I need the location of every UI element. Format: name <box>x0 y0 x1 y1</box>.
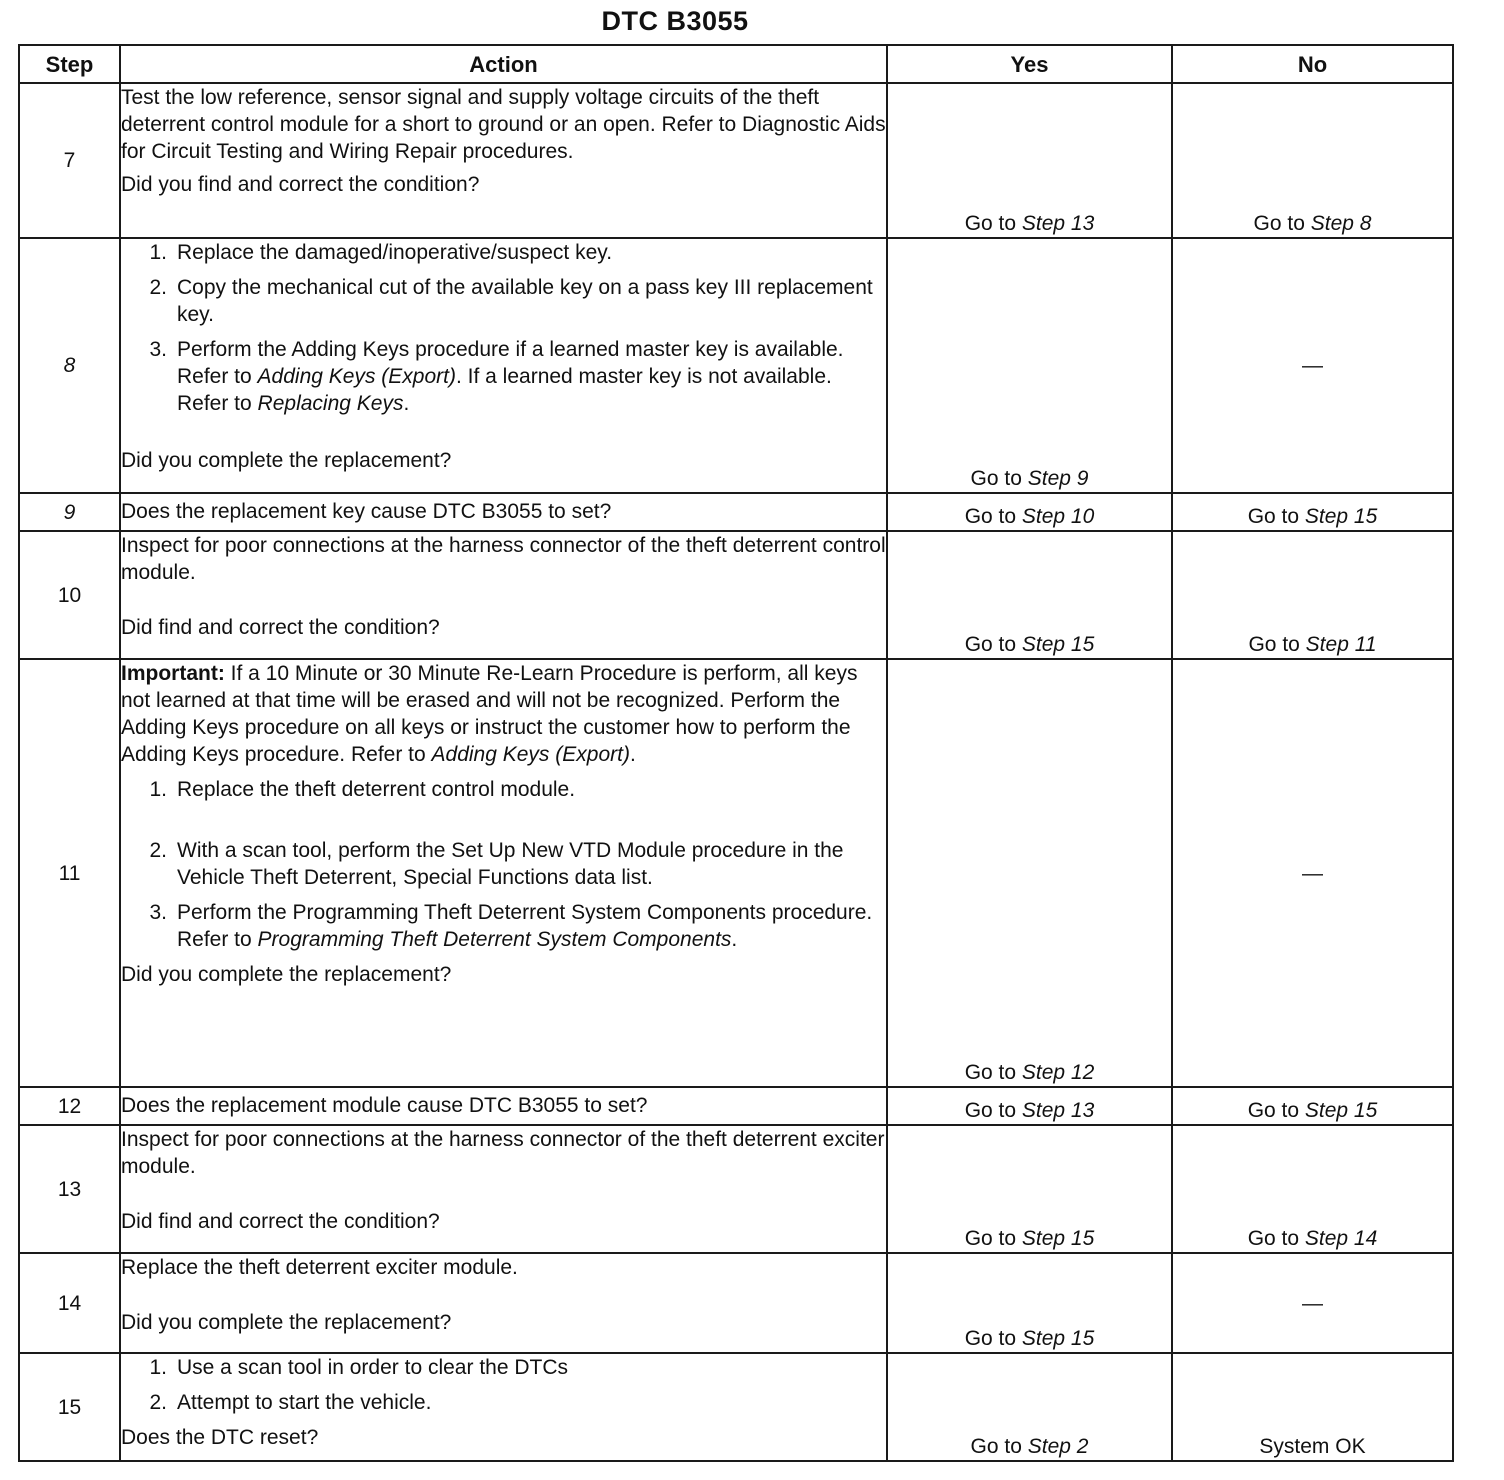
step-number: 10 <box>19 531 120 659</box>
no-step-link: Step 15 <box>1304 1099 1378 1122</box>
list-item <box>149 336 886 417</box>
no-cell <box>1172 659 1453 1087</box>
list-text: Perform the Adding Keys procedure if a learned master key is available. Refer to <box>177 338 844 388</box>
step-number <box>19 493 120 531</box>
procedure-list <box>121 239 886 417</box>
step-number: 12 <box>19 1087 120 1125</box>
action-question: Did you find and correct the condition? <box>121 173 480 196</box>
step-number-text: 9 <box>63 500 76 524</box>
header-row <box>19 45 1453 83</box>
no-dash: — <box>1302 861 1323 885</box>
action-cell <box>120 1253 887 1353</box>
goto-prefix: Go to <box>1247 1227 1305 1250</box>
table-row-step-13 <box>19 1125 1453 1253</box>
action-text: Inspect for poor connections at the harness connector of the theft deterrent exciter module. <box>121 1128 885 1178</box>
yes-step-link: Step 10 <box>1021 505 1095 528</box>
list-text: With a scan tool, perform the Set Up New VTD Module procedure in the Vehicle Theft Deterrent, Special Functions data list. <box>177 839 844 889</box>
action-cell <box>120 659 887 1087</box>
list-number: 2. <box>149 276 167 299</box>
no-result: System OK <box>1259 1435 1366 1458</box>
goto-prefix: Go to <box>1253 212 1311 235</box>
action-question: Does the replacement module cause DTC B3055 to set? <box>121 1094 648 1117</box>
step-number-text: 8 <box>63 354 76 377</box>
table-row-step-12 <box>19 1087 1453 1125</box>
list-number: 1. <box>149 1356 167 1379</box>
action-question: Does the replacement key cause DTC B3055 to set? <box>121 500 612 523</box>
list-number: 3. <box>149 338 167 361</box>
reference-link[interactable]: Replacing Keys <box>257 392 404 415</box>
page-title: DTC B3055 <box>601 6 749 36</box>
action-cell <box>120 1353 887 1461</box>
list-item <box>149 1389 886 1416</box>
goto-prefix: Go to <box>964 212 1022 235</box>
yes-cell <box>887 531 1172 659</box>
action-question: Did you complete the replacement? <box>121 1311 452 1334</box>
header-no: No <box>1172 45 1453 83</box>
list-text: . <box>731 928 738 951</box>
step-number: 14 <box>19 1253 120 1353</box>
goto-prefix: Go to <box>970 467 1028 490</box>
goto-prefix: Go to <box>1248 633 1306 656</box>
goto-prefix: Go to <box>964 633 1022 656</box>
important-text: . <box>629 743 636 766</box>
list-item <box>149 1354 886 1381</box>
list-item <box>149 274 886 328</box>
yes-step-link: Step 13 <box>1021 1099 1095 1122</box>
goto-prefix: Go to <box>964 505 1022 528</box>
table-row-step-11 <box>19 659 1453 1087</box>
list-item <box>149 776 886 803</box>
no-dash: — <box>1302 1291 1323 1315</box>
step-number: 7 <box>19 83 120 238</box>
action-cell <box>120 83 887 238</box>
important-text: If a 10 Minute or 30 Minute Re-Learn Procedure is perform, all keys not learned at that time will be erased and will not be recognized. Perform the Adding Keys procedure on all keys or instruct the customer how to perform the Adding Keys procedure. Refer to <box>121 662 858 766</box>
important-label: Important: <box>121 662 225 685</box>
list-number: 2. <box>149 839 167 862</box>
table-row-step-15 <box>19 1353 1453 1461</box>
no-dash: — <box>1302 354 1323 377</box>
no-cell <box>1172 1087 1453 1125</box>
action-question: Did you complete the replacement? <box>121 963 452 986</box>
yes-step-link: Step 13 <box>1021 212 1095 235</box>
list-item <box>149 239 886 266</box>
yes-step-link: Step 15 <box>1021 633 1095 656</box>
no-cell <box>1172 1253 1453 1353</box>
yes-step-link: Step 15 <box>1021 1227 1095 1250</box>
procedure-list <box>121 1354 886 1416</box>
yes-step-link: Step 9 <box>1027 467 1089 490</box>
reference-link[interactable]: Adding Keys (Export) <box>431 743 630 766</box>
no-step-link: Step 8 <box>1310 212 1372 235</box>
yes-step-link: Step 12 <box>1021 1061 1095 1084</box>
step-number: 15 <box>19 1353 120 1461</box>
list-text: Perform the Programming Theft Deterrent System Components procedure. Refer to <box>177 901 873 951</box>
header-action: Action <box>120 45 887 83</box>
table-row-step-8 <box>19 238 1453 493</box>
goto-prefix: Go to <box>964 1061 1022 1084</box>
yes-cell <box>887 1353 1172 1461</box>
list-number: 2. <box>149 1391 167 1414</box>
action-question: Does the DTC reset? <box>121 1426 319 1449</box>
yes-step-link: Step 2 <box>1027 1435 1089 1458</box>
action-text: Test the low reference, sensor signal and supply voltage circuits of the theft deterrent control module for a short to ground or an open. Refer to Diagnostic Aids for Circuit Testing and Wiring Repair procedures. <box>121 86 886 163</box>
goto-prefix: Go to <box>1247 1099 1305 1122</box>
action-question: Did find and correct the condition? <box>121 1210 440 1233</box>
no-cell <box>1172 493 1453 531</box>
goto-prefix: Go to <box>1247 505 1305 528</box>
header-step: Step <box>19 45 120 83</box>
header-yes: Yes <box>887 45 1172 83</box>
action-cell <box>120 531 887 659</box>
list-text: Replace the theft deterrent control module. <box>177 778 576 801</box>
table-row-step-7 <box>19 83 1453 238</box>
yes-cell <box>887 1253 1172 1353</box>
list-item <box>149 899 886 953</box>
no-step-link: Step 15 <box>1304 505 1378 528</box>
no-cell <box>1172 1353 1453 1461</box>
no-step-link: Step 11 <box>1305 633 1377 656</box>
list-number: 3. <box>149 901 167 924</box>
goto-prefix: Go to <box>964 1327 1022 1350</box>
yes-cell <box>887 659 1172 1087</box>
action-question: Did find and correct the condition? <box>121 616 440 639</box>
yes-cell <box>887 1087 1172 1125</box>
action-cell <box>120 238 887 493</box>
action-cell <box>120 493 887 531</box>
list-item <box>149 837 886 891</box>
goto-prefix: Go to <box>964 1099 1022 1122</box>
no-cell <box>1172 83 1453 238</box>
action-cell <box>120 1087 887 1125</box>
action-question: Did you complete the replacement? <box>121 449 452 472</box>
list-text: Attempt to start the vehicle. <box>177 1391 432 1414</box>
list-number: 1. <box>149 241 167 264</box>
step-number: 11 <box>19 659 120 1087</box>
list-number: 1. <box>149 778 167 801</box>
table-row-step-9 <box>19 493 1453 531</box>
goto-prefix: Go to <box>970 1435 1028 1458</box>
reference-link[interactable]: Adding Keys (Export) <box>257 365 456 388</box>
no-step-link: Step 14 <box>1304 1227 1378 1250</box>
procedure-list <box>121 776 886 953</box>
action-text: Inspect for poor connections at the harness connector of the theft deterrent control module. <box>121 534 886 584</box>
list-text: Replace the damaged/inoperative/suspect key. <box>177 241 613 264</box>
no-cell <box>1172 238 1453 493</box>
action-text: Replace the theft deterrent exciter module. <box>121 1256 518 1279</box>
no-cell <box>1172 531 1453 659</box>
yes-cell <box>887 493 1172 531</box>
table-row-step-14 <box>19 1253 1453 1353</box>
action-cell <box>120 1125 887 1253</box>
list-text: . If a learned master key is not available. Refer to <box>177 365 832 415</box>
yes-step-link: Step 15 <box>1021 1327 1095 1350</box>
reference-link[interactable]: Programming Theft Deterrent System Components <box>257 928 732 951</box>
step-number <box>19 238 120 493</box>
diagnostic-table <box>18 44 1454 1462</box>
no-cell <box>1172 1125 1453 1253</box>
list-text: Copy the mechanical cut of the available key on a pass key III replacement key. <box>177 276 873 326</box>
yes-cell <box>887 83 1172 238</box>
list-text: Use a scan tool in order to clear the DTCs <box>177 1356 569 1379</box>
table-row-step-10 <box>19 531 1453 659</box>
goto-prefix: Go to <box>964 1227 1022 1250</box>
yes-cell <box>887 1125 1172 1253</box>
important-note <box>121 660 886 768</box>
yes-cell <box>887 238 1172 493</box>
list-text: . <box>403 392 410 415</box>
step-number: 13 <box>19 1125 120 1253</box>
